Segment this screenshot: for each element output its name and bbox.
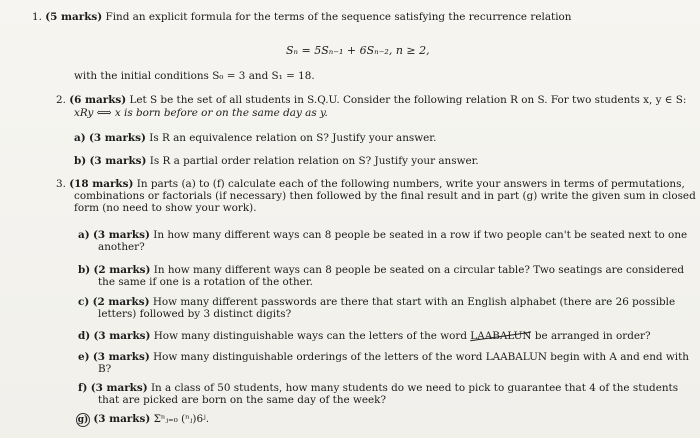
question-2a: [74, 132, 436, 144]
question-text: Let S be the set of all students in S.Q.U. Consider the following relation R on S. For two students x, y ∈ S:: [129, 94, 687, 106]
question-3b: [78, 264, 684, 276]
question-3f-line2: that are picked are born on the same day of the week?: [98, 394, 387, 406]
part-label: a): [74, 132, 86, 144]
part-label: c): [78, 296, 90, 308]
question-3b-line2: the same if one is a rotation of the other.: [98, 276, 313, 288]
question-3e-line2: B?: [98, 363, 112, 375]
sum-expression: Σⁿⱼ₌₀ (ⁿⱼ)6ʲ.: [153, 413, 210, 425]
part-text: be arranged in order?: [534, 330, 651, 342]
part-text: In how many different ways can 8 people be seated in a row if two people can't be seated next to one: [153, 229, 688, 241]
marks: (2 marks): [92, 296, 150, 308]
question-3-heading: [56, 178, 685, 190]
question-3c: [78, 296, 675, 308]
relation-definition: xRy ⟺ x is born before or on the same day as y.: [74, 107, 328, 119]
question-text: In parts (a) to (f) calculate each of the following numbers, write your answers in terms of permutations,: [136, 178, 685, 190]
part-text: Is R a partial order relation relation on S? Justify your answer.: [149, 155, 479, 167]
part-label: b): [74, 155, 87, 167]
question-3a-line2: another?: [98, 241, 145, 253]
initial-conditions: with the initial conditions S₀ = 3 and S₁ = 18.: [74, 70, 315, 82]
part-label: d): [78, 330, 91, 342]
marks: (3 marks): [88, 132, 146, 144]
marks: (3 marks): [92, 351, 150, 363]
question-number: 2.: [56, 94, 66, 106]
part-label: f): [78, 382, 88, 394]
question-text: Find an explicit formula for the terms of the sequence satisfying the recurrence relation: [105, 11, 572, 23]
part-label: a): [78, 229, 90, 241]
handwritten-word: LAABALUN: [470, 330, 532, 342]
marks: (3 marks): [89, 155, 147, 167]
question-3f: [78, 382, 678, 394]
part-label: e): [78, 351, 90, 363]
question-2b: [74, 155, 479, 167]
marks: (18 marks): [69, 178, 134, 190]
marks: (2 marks): [93, 264, 151, 276]
part-text: How many distinguishable orderings of the letters of the word LAABALUN begin with A and end with: [153, 351, 689, 363]
part-text: Is R an equivalence relation on S? Justify your answer.: [149, 132, 437, 144]
recurrence-equation: Sₙ = 5Sₙ₋₁ + 6Sₙ₋₂, n ≥ 2,: [286, 44, 430, 57]
question-3e: [78, 351, 689, 363]
marks: (3 marks): [92, 229, 150, 241]
question-3c-line2: letters) followed by 3 distinct digits?: [98, 308, 292, 320]
part-label-circled: g): [77, 415, 89, 425]
question-2-heading: [56, 94, 686, 106]
marks: (3 marks): [90, 382, 148, 394]
marks: (3 marks): [93, 330, 151, 342]
marks: (3 marks): [93, 413, 151, 425]
question-3-intro-line3: form (no need to show your work).: [74, 202, 257, 214]
part-text: How many distinguishable ways can the letters of the word: [153, 330, 467, 342]
question-number: 1.: [32, 11, 42, 23]
part-label: b): [78, 264, 91, 276]
question-1-heading: [32, 11, 571, 23]
question-3-intro-line2: combinations or factorials (if necessary) then followed by the final result and in part (g) write the given sum in closed: [74, 190, 696, 202]
marks: (5 marks): [45, 11, 103, 23]
question-number: 3.: [56, 178, 66, 190]
question-3g: [76, 413, 209, 427]
part-text: In a class of 50 students, how many students do we need to pick to guarantee that 4 of the students: [150, 382, 679, 394]
question-3d: [78, 330, 651, 342]
part-text: In how many different ways can 8 people be seated on a circular table? Two seatings are considered: [153, 264, 685, 276]
marks: (6 marks): [69, 94, 127, 106]
part-text: How many different passwords are there that start with an English alphabet (there are 26 possible: [152, 296, 676, 308]
question-3a: [78, 229, 687, 241]
